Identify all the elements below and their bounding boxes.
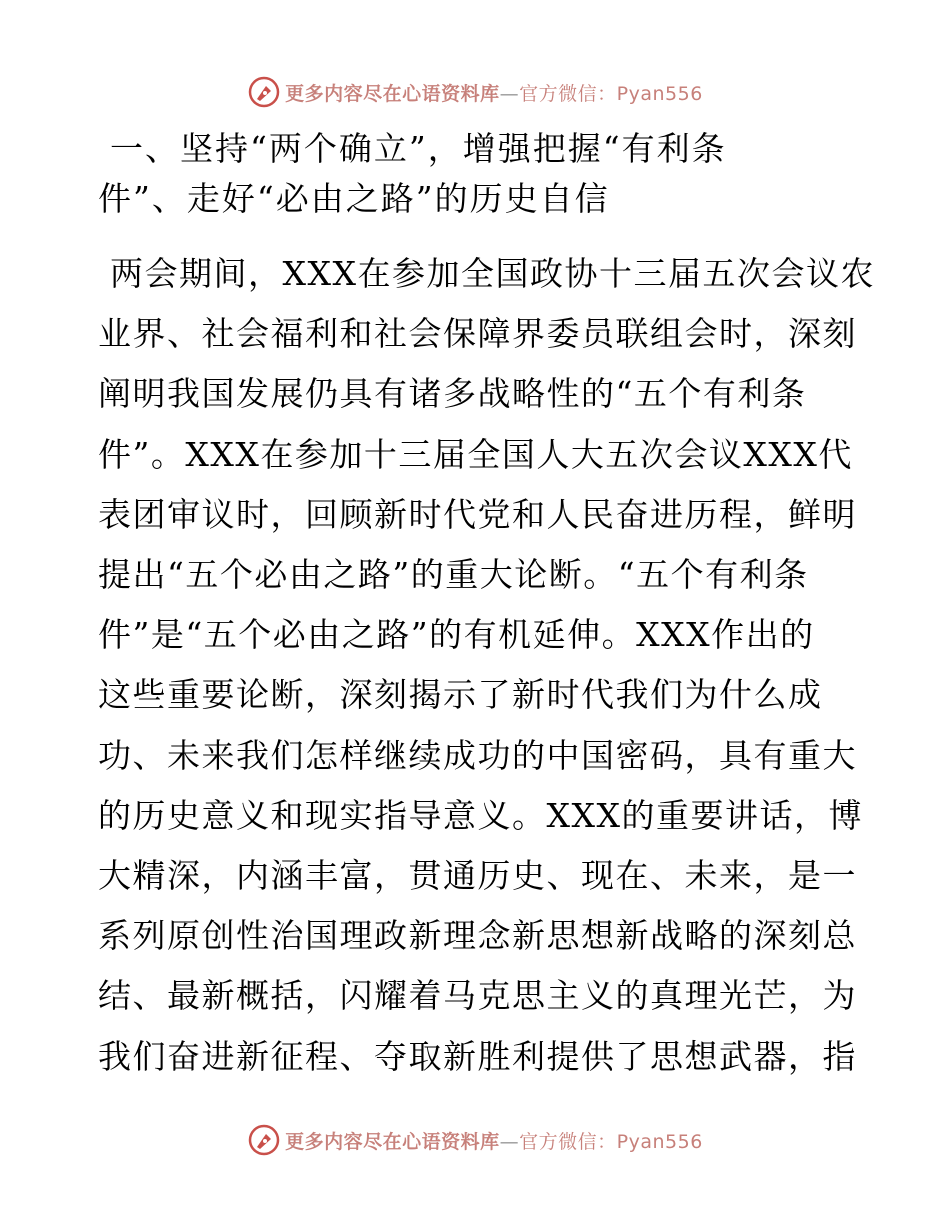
watermark-wechat-text: 官方微信：Pyan556 — [519, 82, 703, 105]
watermark-dash: — — [499, 1130, 520, 1153]
body-line: 件”是“五个必由之路”的有机延伸。XXX作出的 — [98, 615, 815, 655]
body-line: 两会期间，XXX在参加全国政协十三届五次会议农 — [110, 254, 875, 293]
watermark-site-text: 更多内容尽在心语资料库 — [285, 82, 500, 105]
heading-line-1: 一、坚持“两个确立”，增强把握“有利条 — [110, 129, 727, 168]
heading-line-2: 件”、走好“必由之路”的历史自信 — [98, 179, 610, 218]
watermark-banner-bottom — [0, 1118, 950, 1162]
body-line: 件”。XXX在参加十三届全国人大五次会议XXX代 — [98, 434, 853, 474]
watermark-banner-top — [0, 70, 950, 114]
body-line: 提出“五个必由之路”的重大论断。“五个有利条 — [98, 555, 809, 595]
watermark-wechat-text: 官方微信：Pyan556 — [519, 1130, 703, 1153]
watermark-site-text: 更多内容尽在心语资料库 — [285, 1130, 500, 1153]
body-line: 大精深，内涵丰富，贯通历史、现在、未来，是一 — [98, 856, 857, 896]
body-line: 我们奋进新征程、夺取新胜利提供了思想武器，指 — [98, 1036, 857, 1076]
body-line: 结、最新概括，闪耀着马克思主义的真理光芒，为 — [98, 976, 857, 1016]
pen-nib-logo-icon — [247, 75, 281, 109]
watermark-text — [285, 79, 703, 106]
watermark-text — [285, 1127, 703, 1154]
body-paragraph — [98, 244, 875, 1087]
body-line: 的历史意义和现实指导意义。XXX的重要讲话，博 — [98, 795, 863, 835]
body-line: 业界、社会福利和社会保障界委员联组会时，深刻 — [98, 314, 857, 354]
body-line: 阐明我国发展仍具有诸多战略性的“五个有利条 — [98, 374, 807, 414]
pen-nib-logo-icon — [247, 1123, 281, 1157]
section-heading — [98, 124, 818, 224]
body-line: 这些重要论断，深刻揭示了新时代我们为什么成 — [98, 675, 823, 715]
body-line: 表团审议时，回顾新时代党和人民奋进历程，鲜明 — [98, 494, 857, 534]
body-line: 系列原创性治国理政新理念新思想新战略的深刻总 — [98, 916, 857, 956]
watermark-dash: — — [499, 82, 520, 105]
body-line: 功、未来我们怎样继续成功的中国密码，具有重大 — [98, 735, 857, 775]
